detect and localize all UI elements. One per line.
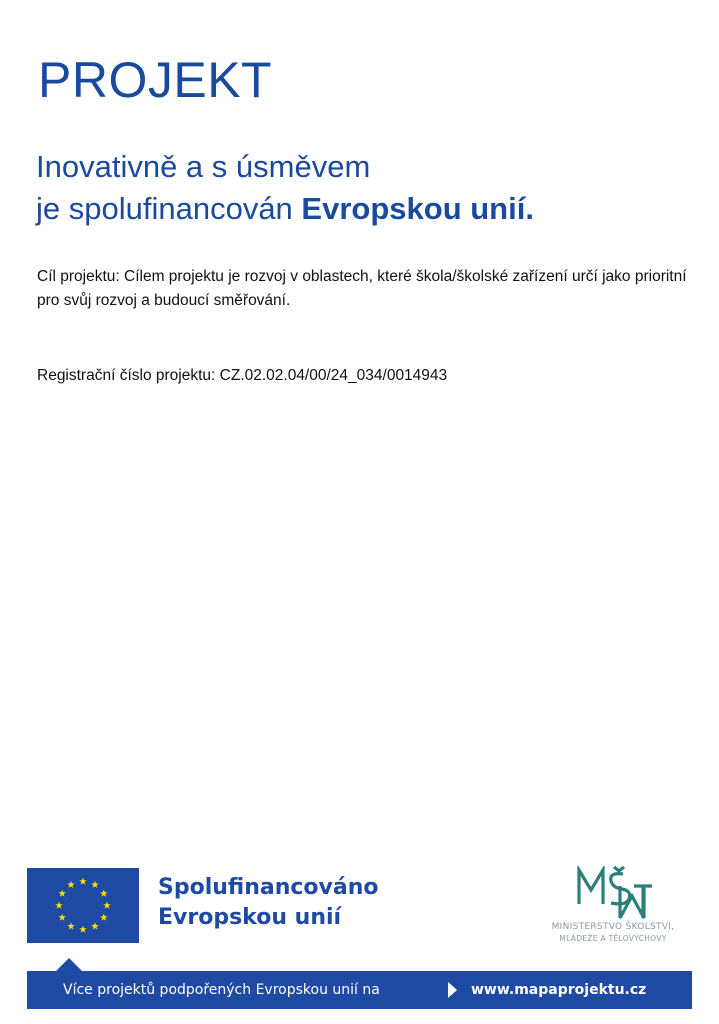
msmt-logo bbox=[534, 866, 692, 946]
eu-star-icon bbox=[100, 890, 108, 897]
eu-flag-icon bbox=[27, 868, 139, 943]
project-goal-text: Cíl projektu: Cílem projektu je rozvoj v oblastech, které škola/školské zařízení určí jako prioritní pro svůj rozvoj a budoucí směřování. bbox=[37, 268, 687, 309]
project-tagline bbox=[36, 146, 534, 230]
footer-banner bbox=[27, 971, 692, 1009]
play-arrow-icon bbox=[448, 982, 457, 998]
eu-star-icon bbox=[79, 926, 87, 933]
msmt-mark-icon bbox=[576, 866, 652, 920]
page-title: PROJEKT bbox=[38, 52, 273, 108]
eu-star-icon bbox=[103, 902, 111, 909]
mapaprojektu-link[interactable]: www.mapaprojektu.cz bbox=[471, 982, 647, 998]
eu-star-icon bbox=[55, 902, 63, 909]
msmt-logo-line-1: MINISTERSTVO ŠKOLSTVÍ, bbox=[551, 922, 675, 932]
tagline-line-2 bbox=[36, 188, 534, 230]
eu-star-icon bbox=[67, 881, 75, 888]
banner-pointer-icon bbox=[55, 958, 83, 972]
banner-text: Více projektů podpořených Evropskou unií na bbox=[63, 982, 380, 998]
eu-star-icon bbox=[58, 914, 66, 921]
eu-logo-line-2: Evropskou unií bbox=[158, 905, 342, 930]
tagline-line-2-bold: Evropskou unií. bbox=[301, 191, 534, 226]
tagline-line-2-prefix: je spolufinancován bbox=[36, 191, 302, 226]
tagline-line-1: Inovativně a s úsměvem bbox=[36, 149, 371, 184]
eu-flag-stars bbox=[27, 868, 139, 943]
eu-star-icon bbox=[100, 914, 108, 921]
eu-logo-line-1: Spolufinancováno bbox=[158, 875, 379, 900]
eu-star-icon bbox=[58, 890, 66, 897]
eu-star-icon bbox=[91, 922, 99, 929]
eu-star-icon bbox=[79, 878, 87, 885]
eu-star-icon bbox=[67, 922, 75, 929]
eu-cofinanced-logo-text bbox=[158, 873, 379, 933]
registration-number-text: Registrační číslo projektu: CZ.02.02.04/00/24_034/0014943 bbox=[37, 367, 448, 384]
msmt-logo-line-2: MLÁDEŽE A TĚLOVÝCHOVY bbox=[559, 934, 667, 943]
eu-star-icon bbox=[91, 881, 99, 888]
